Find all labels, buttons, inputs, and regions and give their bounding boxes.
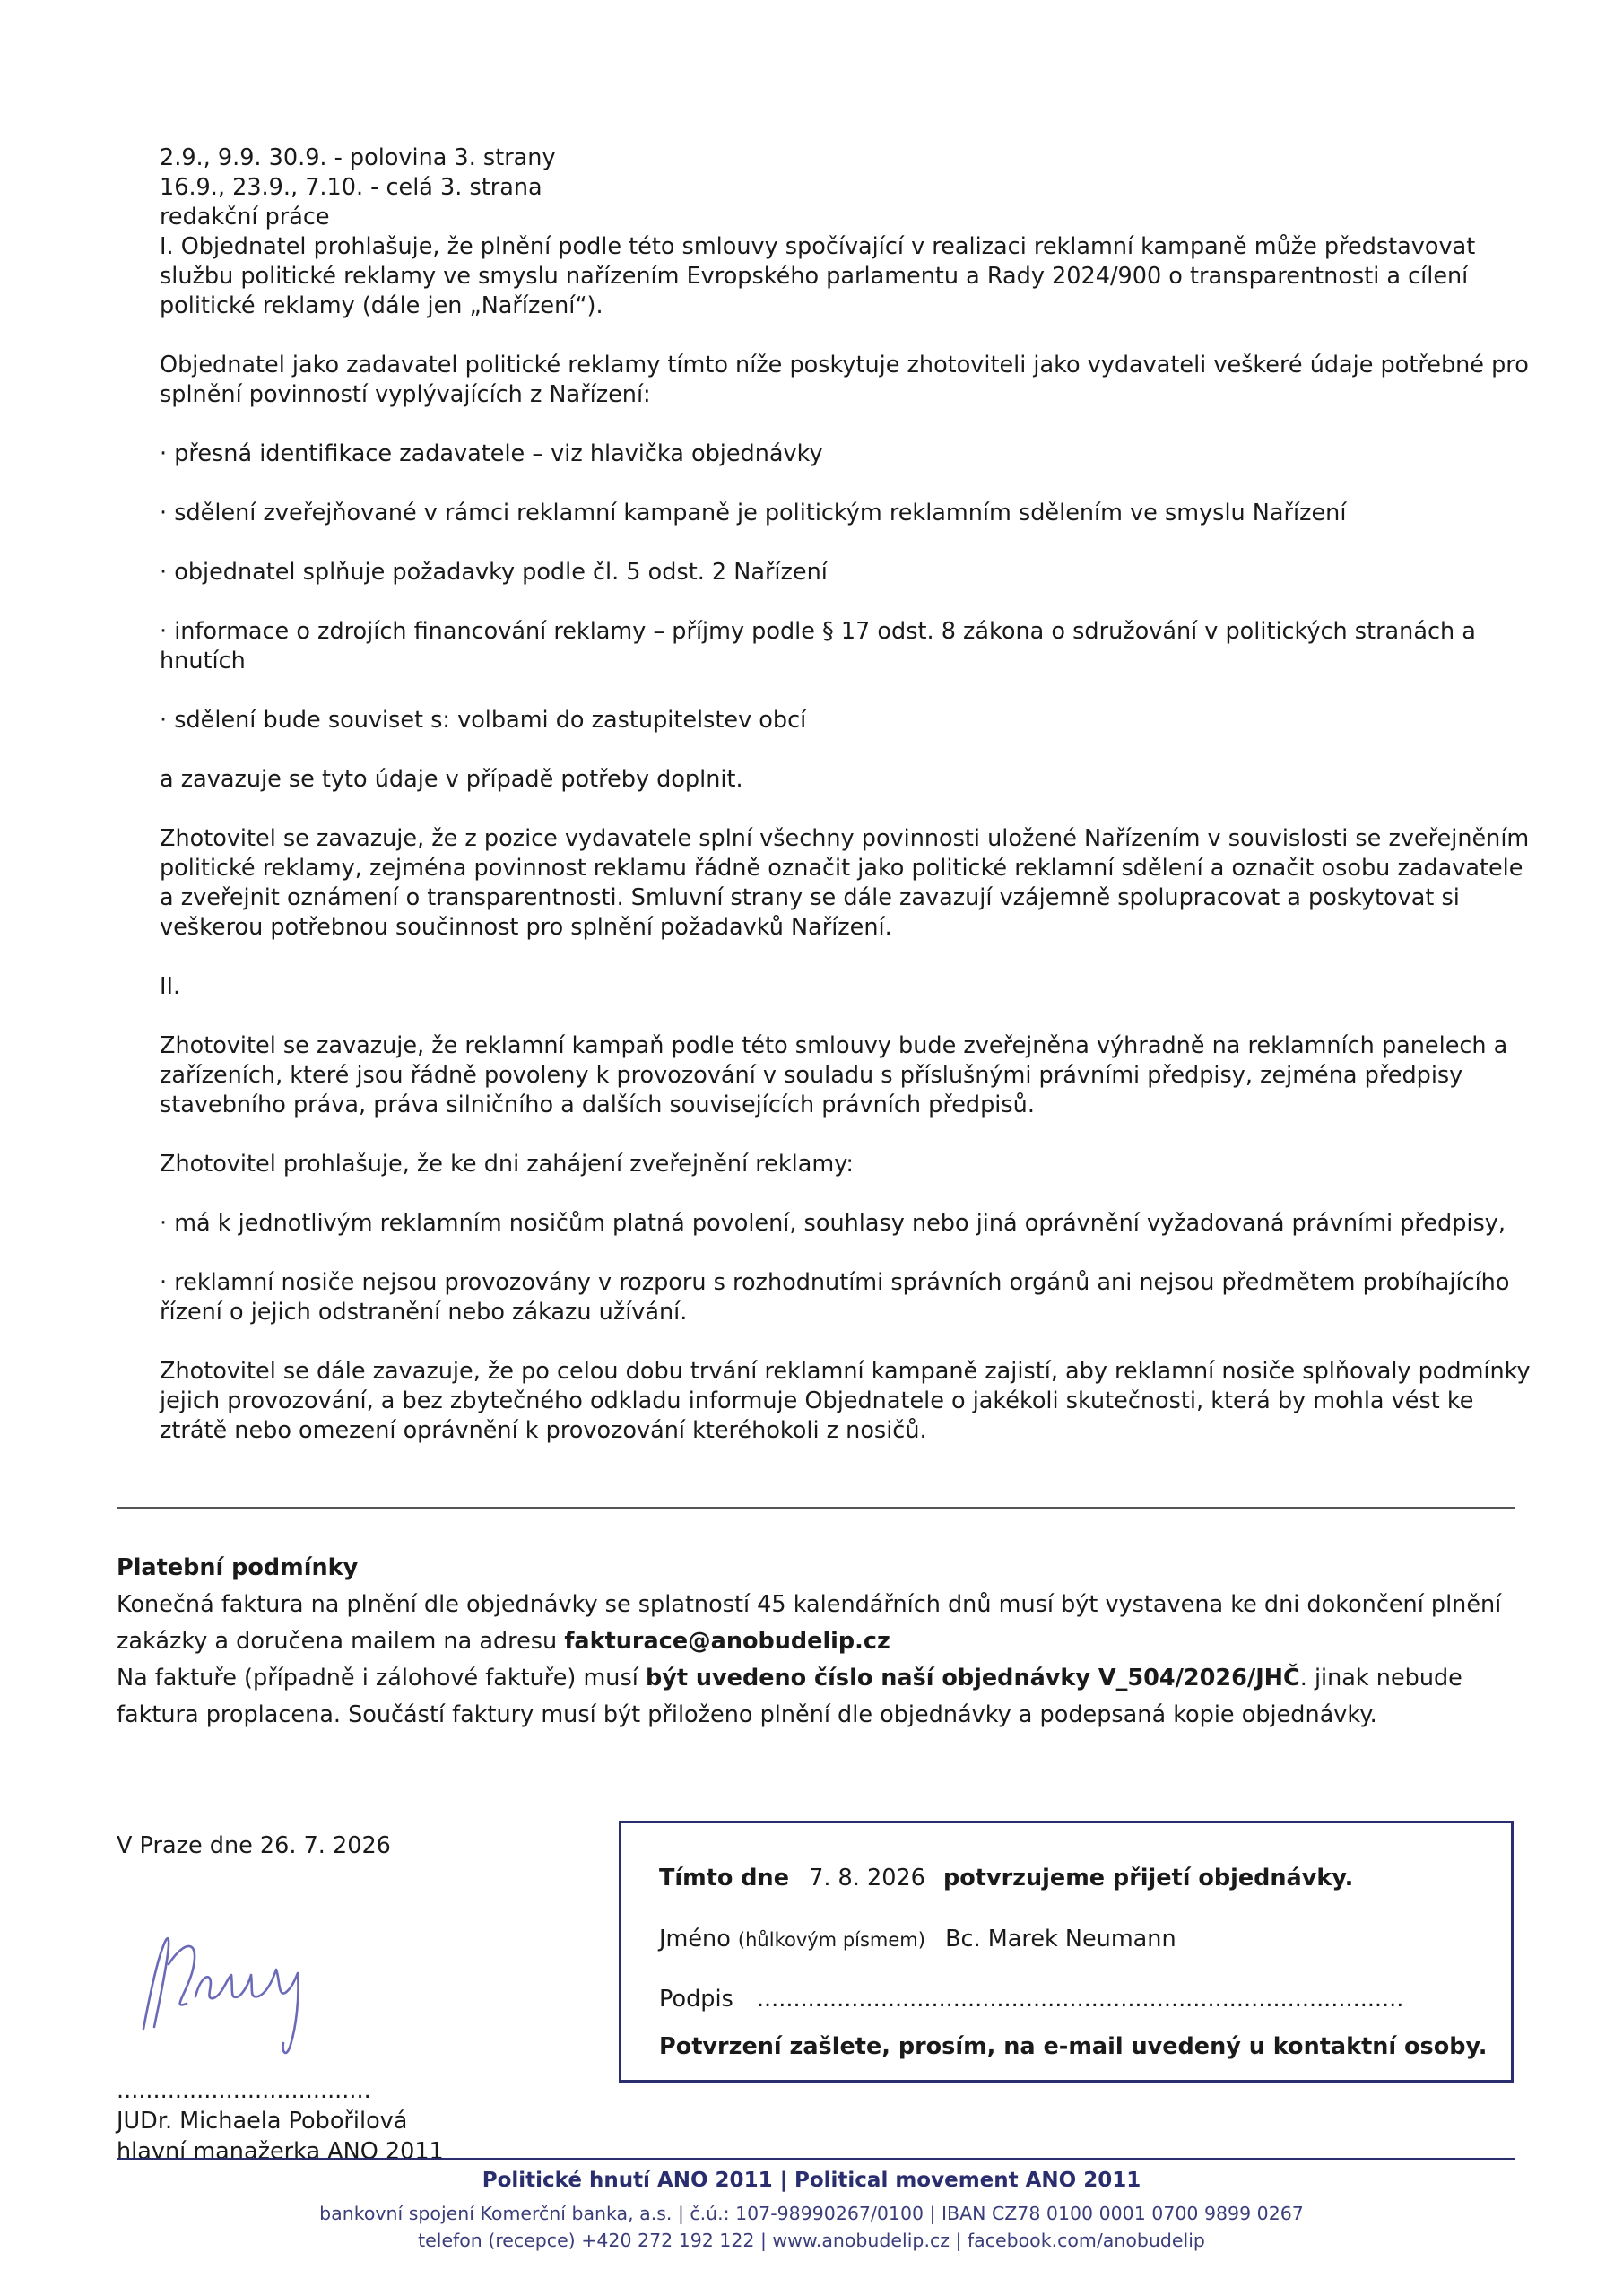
confirmation-name-row	[659, 1926, 1176, 1952]
order-number-note: být uvedeno číslo naší objednávky V_504/2026/JHČ	[645, 1665, 1300, 1692]
section1-bullet-1: · přesná identifikace zadavatele – viz hlavička objednávky	[160, 440, 823, 467]
order-confirmation-box	[619, 1821, 1514, 2083]
footer-contact: telefon (recepce) +420 272 192 122 | www.anobudelip.cz | facebook.com/anobudelip	[418, 2230, 1205, 2251]
confirmation-text: potvrzujeme přijetí objednávky.	[943, 1865, 1354, 1892]
payment-text-2-start: Na faktuře (případně i zálohové faktuře) musí	[117, 1665, 646, 1692]
schedule-line-1: 2.9., 9.9. 30.9. - polovina 3. strany	[160, 144, 556, 171]
payment-text-2-end: . jinak nebude faktura proplacena. Součástí faktury musí být přiloženo plnění dle objednávky a podepsaná kopie objednávky.	[117, 1665, 1462, 1728]
sign-label: Podpis	[659, 1986, 733, 2013]
section1-bullet-4: · informace o zdrojích financování reklamy – příjmy podle § 17 odst. 8 zákona o sdružování v politických stranách a hnutích	[160, 618, 1476, 674]
confirmation-date-value: 7. 8. 2026	[809, 1865, 925, 1892]
payment-text-2	[117, 1660, 1515, 1734]
section1-bullet-5: · sdělení bude souviset s: volbami do zastupitelstev obcí	[160, 707, 807, 734]
signatory-role: hlavní manažerka ANO 2011	[117, 2138, 444, 2165]
name-value: Bc. Marek Neumann	[945, 1926, 1176, 1952]
confirmation-date-row	[659, 1865, 1353, 1892]
section1-paragraph-2: Objednatel jako zadavatel politické reklamy tímto níže poskytuje zhotoviteli jako vydavateli veškeré údaje potřebné pro splnění povinností vyplývajících z Nařízení:	[160, 352, 1529, 408]
section2-bullet-2: · reklamní nosiče nejsou provozovány v rozporu s rozhodnutími správních orgánů ani nejsou předmětem probíhajícího řízení o jejich odstranění nebo zákazu užívání.	[160, 1269, 1510, 1326]
handwritten-signature	[133, 1910, 321, 2063]
confirmation-date-label: Tímto dne	[659, 1865, 789, 1892]
name-hint: (hůlkovým písmem)	[737, 1929, 925, 1951]
section-divider	[117, 1507, 1515, 1509]
section2-paragraph-2: Zhotovitel prohlašuje, že ke dni zahájení zveřejnění reklamy:	[160, 1151, 855, 1178]
section2-bullet-1: · má k jednotlivým reklamním nosičům platná povolení, souhlasy nebo jiná oprávnění vyžadovaná právními předpisy,	[160, 1210, 1506, 1237]
section2-paragraph-3: Zhotovitel se dále zavazuje, že po celou dobu trvání reklamní kampaně zajistí, aby reklamní nosiče splňovaly podmínky jejich provozování, a bez zbytečného odkladu informuje Objednatele o jakékoli skutečnosti, která by mohla vést ke ztrátě nebo omezení oprávnění k provozování kteréhokoli z nosičů.	[160, 1358, 1531, 1444]
name-label: Jméno	[659, 1926, 731, 1952]
section2-heading: II.	[160, 973, 181, 1000]
footer-divider	[117, 2158, 1515, 2160]
signature-dots: ...................................	[117, 2077, 371, 2104]
payment-text-1-start: Konečná faktura na plnění dle objednávky se splatností 45 kalendářních dnů musí být vystavena ke dni dokončení plnění zakázky a doručena mailem na adresu	[117, 1591, 1502, 1655]
confirmation-footer-note: Potvrzení zašlete, prosím, na e-mail uvedený u kontaktní osoby.	[659, 2033, 1488, 2060]
sign-dots: .........................................................................................	[756, 1986, 1404, 2013]
confirmation-footer-row	[659, 2033, 1487, 2060]
signatory-name: JUDr. Michaela Pobořilová	[117, 2108, 408, 2135]
payment-title: Platební podmínky	[117, 1554, 359, 1581]
section2-paragraph-1: Zhotovitel se zavazuje, že reklamní kampaň podle této smlouvy bude zveřejněna výhradně na reklamních panelech a zařízeních, které jsou řádně povoleny k provozování v souladu s příslušnými právními předpisy, zejména předpisy stavebního práva, práva silničního a dalších souvisejících právních předpisů.	[160, 1032, 1508, 1118]
section1-intro: I. Objednatel prohlašuje, že plnění podle této smlouvy spočívající v realizaci reklamní kampaně může představovat službu politické reklamy ve smyslu nařízením Evropského parlamentu a Rady 2024/900 o transparentnosti a cílení politické reklamy (dále jen „Nařízení“).	[160, 233, 1476, 319]
section1-paragraph-4: Zhotovitel se zavazuje, že z pozice vydavatele splní všechny povinnosti uložené Nařízením v souvislosti se zveřejněním politické reklamy, zejména povinnost reklamu řádně označit jako politické reklamní sdělení a označit osobu zadavatele a zveřejnit oznámení o transparentnosti. Smluvní strany se dále zavazují vzájemně spolupracovat a poskytovat si veškerou potřebnou součinnost pro splnění požadavků Nařízení.	[160, 825, 1530, 941]
schedule-line-2: 16.9., 23.9., 7.10. - celá 3. strana	[160, 174, 542, 201]
contract-body	[160, 144, 1532, 1475]
schedule-line-3: redakční práce	[160, 204, 330, 230]
section1-bullet-3: · objednatel splňuje požadavky podle čl. 5 odst. 2 Nařízení	[160, 559, 828, 586]
section1-bullet-2: · sdělení zveřejňované v rámci reklamní kampaně je politickým reklamním sdělením ve smyslu Nařízení	[160, 500, 1347, 526]
footer-organization: Politické hnutí ANO 2011 | Political movement ANO 2011	[482, 2169, 1141, 2192]
footer-bank-details: bankovní spojení Komerční banka, a.s. | č.ú.: 107-98990267/0100 | IBAN CZ78 0100 0001 0700 9899 0267	[319, 2203, 1304, 2224]
payment-terms	[117, 1550, 1515, 1734]
place-date: V Praze dne 26. 7. 2026	[117, 1832, 391, 1859]
confirmation-sign-row	[659, 1986, 1403, 2013]
invoice-email: fakturace@anobudelip.cz	[564, 1628, 890, 1655]
section1-paragraph-3: a zavazuje se tyto údaje v případě potřeby doplnit.	[160, 766, 743, 793]
payment-text-1	[117, 1587, 1515, 1660]
